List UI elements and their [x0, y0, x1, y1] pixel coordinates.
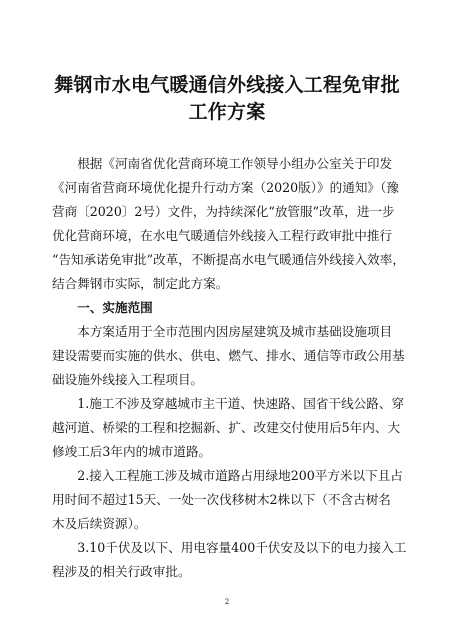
item-1-line-1: 1.施工不涉及穿越城市主干道、快速路、国省干线公路、穿	[52, 396, 405, 411]
body-line-4: 优化营商环境，在水电气暖通信外线接入工程行政审批中推行	[52, 228, 393, 243]
body-line-2: 《河南省营商环境优化提升行动方案（2020版）》的通知》（豫	[52, 180, 399, 195]
page-number: 2	[224, 598, 230, 606]
item-1-line-3: 修竣工后3年内的城市道路。	[52, 444, 212, 459]
item-2-line-3: 木及后续资源）。	[52, 516, 147, 531]
body-line-3: 营商〔2020〕2号）文件，为持续深化“放管服”改革，进一步	[52, 204, 395, 219]
item-3-line-2: 程涉及的相关行政审批。	[52, 564, 191, 579]
body-line-9: 建设需要而实施的供水、供电、燃气、排水、通信等市政公用基	[52, 348, 405, 363]
document-title-line-1: 舞钢市水电气暖通信外线接入工程免审批	[54, 74, 400, 96]
section-heading-scope: 一、实施范围	[52, 300, 153, 315]
document-title-line-2: 工作方案	[188, 101, 266, 123]
item-2-line-1: 2.接入工程施工涉及城市道路占用绿地200平方米以下且占	[52, 468, 403, 483]
body-line-6: 结合舞钢市实际，制定此方案。	[52, 276, 229, 291]
body-line-1: 根据《河南省优化营商环境工作领导小组办公室关于印发	[52, 156, 393, 171]
body-line-10: 础设施外线接入工程项目。	[52, 372, 204, 387]
item-2-line-2: 用时间不超过15天、一处一次伐移树木2株以下（不含古树名	[52, 492, 391, 507]
item-3-line-1: 3.10千伏及以下、用电容量400千伏安及以下的电力接入工	[52, 540, 407, 555]
body-line-8: 本方案适用于全市范围内因房屋建筑及城市基础设施项目	[52, 324, 393, 339]
item-1-line-2: 越河道、桥梁的工程和挖掘新、扩、改建交付使用后5年内、大	[52, 420, 401, 435]
body-line-5: “告知承诺免审批”改革，不断提高水电气暖通信外线接入效率，	[52, 252, 405, 267]
